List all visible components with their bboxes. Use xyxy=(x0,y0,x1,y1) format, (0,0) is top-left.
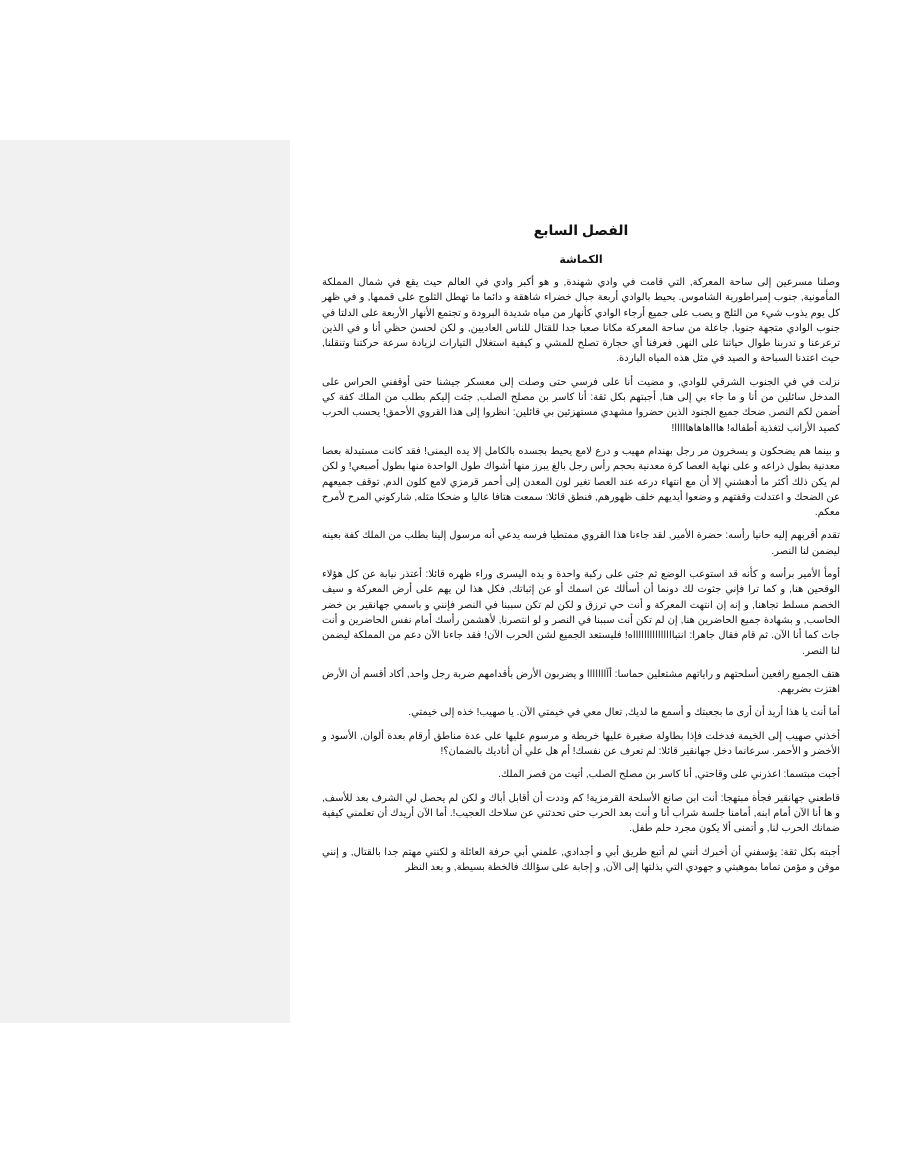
paragraph: أجبت مبتسما: اعذرني على وقاحتي, أنا كاسر بن مصلح الصلب, أتيت من قصر الملك. xyxy=(498,769,840,781)
paragraph: وصلنا مسرعين إلى ساحة المعركة, التي قامت في وادي شهندة, و هو أكبر وادي في العالم حيث يقع في شمال المملكة المأمونية, جنوب إمبراطورية الشاموس. يحيط بالوادي أربعة جبال خضراء شاهقة و دائما ما تهطل الثلوج على قممها, و في ظهر كل يوم يذوب شيء من الثلج و يصب على جميع أرجاء الوادي كأنهار من مياه شديدة البرودة و تجتمع الأنهار الأربعة على الدلتا في جنوب الوادي متجهة جنوبا, جاعلة من ساحة المعركة مكانا صعبا جدا للقتال للناس العاديين, و لكن لحسن حظي أنا و في الذين ترعرعنا و تدربنا طوال حياتنا على النهر, فعرفنا أي حجارة تصلح للمشي و كيفية استغلال التيارات لزيادة سرعة حركتنا وتنقلنا, حيث اعتدنا السباحة و الصيد في مثل هذه المياه الباردة. xyxy=(322,277,840,365)
gray-side-panel xyxy=(0,140,290,1023)
paragraph: و بينما هم يضحكون و يسخرون مر رجل بهندام مهيب و درع لامع يحيط بجسده بالكامل إلا يده اليمنى! فقد كانت مستبدلة بعصا معدنية بطول ذراعه و على نهاية العصا كرة معدنية بحجم رأس رجل بالغ يبرز منها أشواك طول الواحدة منها بطول أصبعي! و لكن لم يكن ذلك أكثر ما أدهشني إلا أن مع انتهاء درعه عند العصا تغير لون المعدن إلى أحمر قرمزي لامع كلون الدم, توقف جميعهم عن الضحك و اعتدلت وقفتهم و وضعوا أيديهم خلف ظهورهم, فنطق قائلا: سمعت هتافا عاليا و ضحكا مثله, شاركوني المرح لأمرح معكم. xyxy=(322,445,840,519)
paragraph: أجبته بكل ثقة: يؤسفني أن أخبرك أنني لم أتبع طريق أبي و أجدادي, علمني أبي حرفة العائلة و لكنني مهتم جدا بالقتال, و إنني موقن و مؤمن تماما بموهبتي و جهودي التي بذلتها إلى الآن, و إجابة على سؤالك فالخطة بسيطة, و بعد النظر xyxy=(322,846,840,873)
chapter-subtitle: الكماشة xyxy=(559,254,603,266)
paragraph: هتف الجميع رافعين أسلحتهم و راياتهم مشتعلين حماسا: أآااااااا و يضربون الأرض بأقدامهم ضربة رجل واحد, أكاد أقسم أن الأرض اهتزت بضربهم. xyxy=(322,668,840,696)
paragraph: أومأ الأمير برأسه و كأنه قد استوعب الوضع ثم جثى على ركبة واحدة و يده اليسرى وراء ظهره قائلا: أعتذر نيابة عن كل هؤلاء الوقحين هنا, و كما ترا فإني جثوت لك دونما أن أسألك عن اسمك أو عن إثباتك, فكل هذا لن يهم على أرض المعركة و سيف الخصم مسلط تجاهنا, و إنه إن انتهت المعركة و أنت حي ترزق و لكن لم تكن سببنا في النصر فإنني و باسمي جهانقير بن خضر الحاسب, و بشهادة جميع الحاضرين هنا, إن لم تكن أنت سببنا في النصر و لو انتصرنا, لأهشمن رأسك أمام نفس الحاضرين و أنت جاث كما أنا الآن. ثم قام فقال جاهرا: انتباااااااااااااااه! فليستعد الجميع لشن الحرب الآن! فقد جاءنا الآن دعم من المملكة ليضمن لنا النصر. xyxy=(322,569,840,657)
paragraph: تقدم أقربهم إليه حانيا رأسه: حضرة الأمير, لقد جاءنا هذا القروي ممتطيا فرسه يدعي أنه مرسول إلينا بطلب من الملك كفة بعينه ليضمن لنا النصر. xyxy=(322,530,840,557)
paragraph: أخذني صهيب إلى الخيمة فدخلت فإذا بطاولة صغيرة عليها خريطة و مرسوم عليها على عدة مناطق أرقام بعدة ألوان, الأسود و الأخضر و الأحمر. سرعانما دخل جهانقير قائلا: لم تعرف عن نفسك! أم هل علي أن أناديك بالضمان؟! xyxy=(322,730,840,758)
paragraph: قاطعني جهانقير فجأة مبتهجا: أنت ابن صانع الأسلحة القرمزية! كم وددت أن أقابل أباك و لكن لم يحصل لي الشرف بعد للأسف, و ها أنا الآن أمام ابنه, أمامنا جلسة شراب أنا و أنت بعد الحرب حتى تحدثني عن سلاحك العجيب!. أما الآن أريدك أن تعلمني كيفية ضمانك الحرب لنا, و أتمنى ألا يكون مجرد حلم طفل. xyxy=(322,792,840,835)
chapter-title: الفصل السابع xyxy=(533,222,629,238)
paragraph: أما أنت يا هذا أريد أن أرى ما بجعبتك و أسمع ما لديك, تعال معي في خيمتي الآن. يا صهيب! خذه إلى خيمتي. xyxy=(408,707,840,719)
paragraph: نزلت في في الجنوب الشرقي للوادي, و مضيت أنا على فرسي حتى وصلت إلى معسكر جيشنا حتى أوقفني الحراس على المدخل سائلين من أنا و ما جاء بي إلى هنا, أجبتهم بكل ثقة: أنا كاسر بن مصلح الصلب, جئت إليكم بطلب من الملك كفة كي أضمن لكم النصر, ضحك جميع الجنود الذين حضروا مشهدي مستهزئين بي قائلين: انظروا إلى هذا القروي الأحمق! يحسب الحرب كصيد الأرانب لتغذية أطفاله! هاااهاهاهااااا! xyxy=(322,376,840,434)
document-page xyxy=(322,220,840,883)
